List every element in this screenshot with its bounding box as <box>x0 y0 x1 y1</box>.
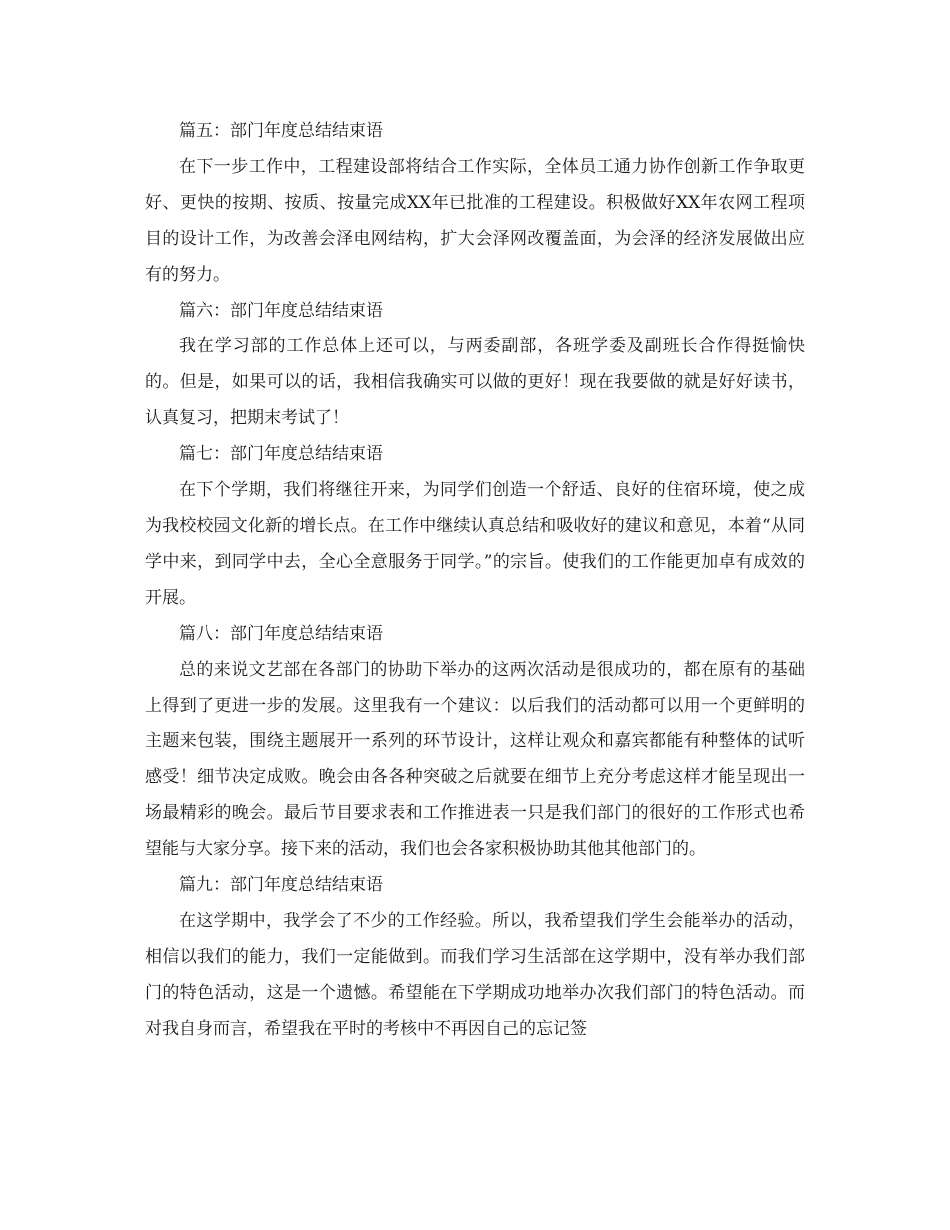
section-heading-9: 篇九：部门年度总结结束语 <box>179 875 383 896</box>
section-body-9: 在这学期中，我学会了不少的工作经验。所以，我希望我们学生会能举办的活动，相信以我们的能力，我们一定能做到。而我们学习生活部在这学期中，没有举办我们部门的特色活动，这是一个遗憾。希望能在下学期成功地举办次我们部门的特色活动。而对我自身而言，希望我在平时的考核中不再因自己的忘记签 <box>145 910 805 1039</box>
section-body-5: 在下一步工作中，工程建设部将结合工作实际，全体员工通力协作创新工作争取更好、更快的按期、按质、按量完成XX年已批准的工程建设。积极做好XX年农网工程项目的设计工作，为改善会泽电网结构，扩大会泽网改覆盖面，为会泽的经济发展做出应有的努力。 <box>145 156 805 285</box>
section-heading-8: 篇八：部门年度总结结束语 <box>179 623 383 644</box>
section-body-7: 在下个学期，我们将继往开来，为同学们创造一个舒适、良好的住宿环境，使之成为我校校园文化新的增长点。在工作中继续认真总结和吸收好的建议和意见，本着“从同学中来，到同学中去，全心全意服务于同学。”的宗旨。使我们的工作能更加卓有成效的开展。 <box>145 480 805 608</box>
section-body-6: 我在学习部的工作总体上还可以，与两委副部，各班学委及副班长合作得挺愉快的。但是，如果可以的话，我相信我确实可以做的更好！现在我要做的就是好好读书，认真复习，把期末考试了！ <box>145 336 805 429</box>
section-heading-7: 篇七：部门年度总结结束语 <box>179 444 383 465</box>
section-body-8: 总的来说文艺部在各部门的协助下举办的这两次活动是很成功的，都在原有的基础上得到了更进一步的发展。这里我有一个建议：以后我们的活动都可以用一个更鲜明的主题来包装，围绕主题展开一系列的环节设计，这样让观众和嘉宾都能有种整体的试听感受！细节决定成败。晚会由各各种突破之后就要在细节上充分考虑这样才能呈现出一场最精彩的晚会。最后节目要求表和工作推进表一只是我们部门的很好的工作形式也希望能与大家分享。接下来的活动，我们也会各家积极协助其他其他部门的。 <box>145 659 805 860</box>
document-page <box>145 114 805 1048</box>
section-heading-5: 篇五：部门年度总结结束语 <box>179 121 383 141</box>
section-heading-6: 篇六：部门年度总结结束语 <box>179 300 383 321</box>
